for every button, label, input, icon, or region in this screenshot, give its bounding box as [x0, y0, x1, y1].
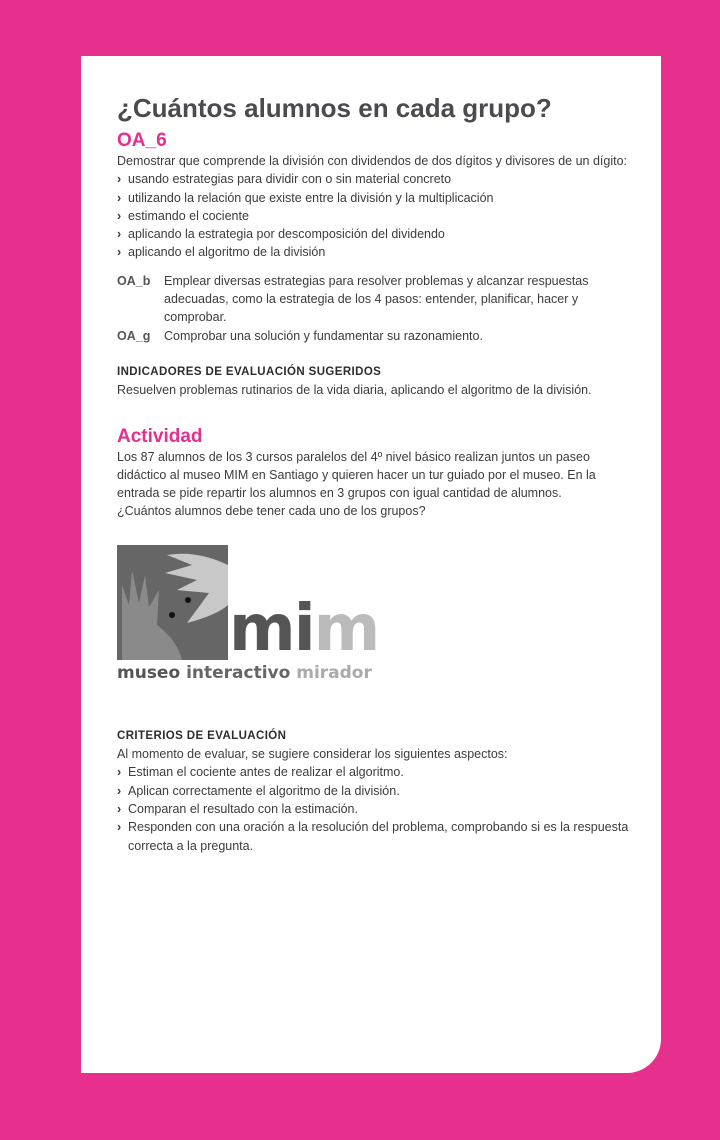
- skill-code: OA_g: [117, 328, 151, 343]
- list-item: › usando estrategias para dividir con o sin material concreto: [117, 170, 632, 188]
- list-item: › Aplican correctamente el algoritmo de la división.: [117, 782, 632, 800]
- list-item: › Responden con una oración a la resolución del problema, comprobando si es la respuesta correcta a la pregunta.: [117, 818, 632, 855]
- skill-code: OA_b: [117, 273, 151, 288]
- logo-word: mirador: [296, 662, 372, 683]
- criteria-list: [117, 763, 632, 854]
- logo-mark: mim: [229, 591, 379, 666]
- logo-words: [117, 663, 372, 683]
- list-item: › estimando el cociente: [117, 207, 632, 225]
- list-item: › Comparan el resultado con la estimación.: [117, 800, 632, 818]
- activity-question: ¿Cuántos alumnos debe tener cada uno de los grupos?: [117, 504, 426, 519]
- page-card: [81, 56, 661, 1073]
- oa-intro: Demostrar que comprende la división con dividendos de dos dígitos y divisores de un dígito:: [117, 154, 628, 168]
- skill-text: Emplear diversas estrategias para resolver problemas y alcanzar respuestas adecuadas, como la estrategia de los 4 pasos: entender, planificar, hacer y comprobar.: [164, 273, 589, 325]
- list-item: › aplicando el algoritmo de la división: [117, 243, 632, 261]
- skill-text: Comprobar una solución y fundamentar su razonamiento.: [164, 328, 483, 343]
- indicators-heading: INDICADORES DE EVALUACIÓN SUGERIDOS: [117, 365, 382, 378]
- criteria-heading: CRITERIOS DE EVALUACIÓN: [117, 729, 287, 742]
- activity-text: Los 87 alumnos de los 3 cursos paralelos del 4º nivel básico realizan juntos un paseo didáctico al museo MIM en Santiago y quieren hacer un tur guiado por el museo. En la entrada se pide repartir los alumnos en 3 grupos con igual cantidad de alumnos.: [117, 449, 596, 501]
- logo-word: interactivo: [186, 662, 291, 683]
- skill-row: [117, 272, 632, 327]
- oa-code: OA_6: [117, 130, 167, 151]
- criteria-intro: Al momento de evaluar, se sugiere considerar los siguientes aspectos:: [117, 747, 508, 762]
- activity-heading: Actividad: [117, 425, 203, 447]
- logo-word: museo: [117, 662, 181, 683]
- mim-logo: [117, 545, 392, 685]
- list-item: › aplicando la estrategia por descomposición del dividendo: [117, 225, 632, 243]
- list-item: › utilizando la relación que existe entre la división y la multiplicación: [117, 189, 632, 207]
- list-item: › Estiman el cociente antes de realizar el algoritmo.: [117, 763, 632, 781]
- indicators-text: Resuelven problemas rutinarios de la vida diaria, aplicando el algoritmo de la división.: [117, 383, 592, 398]
- skill-row: [117, 327, 632, 345]
- skills: [117, 272, 632, 345]
- oa-list: [117, 170, 632, 261]
- page-title: ¿Cuántos alumnos en cada grupo?: [117, 93, 552, 123]
